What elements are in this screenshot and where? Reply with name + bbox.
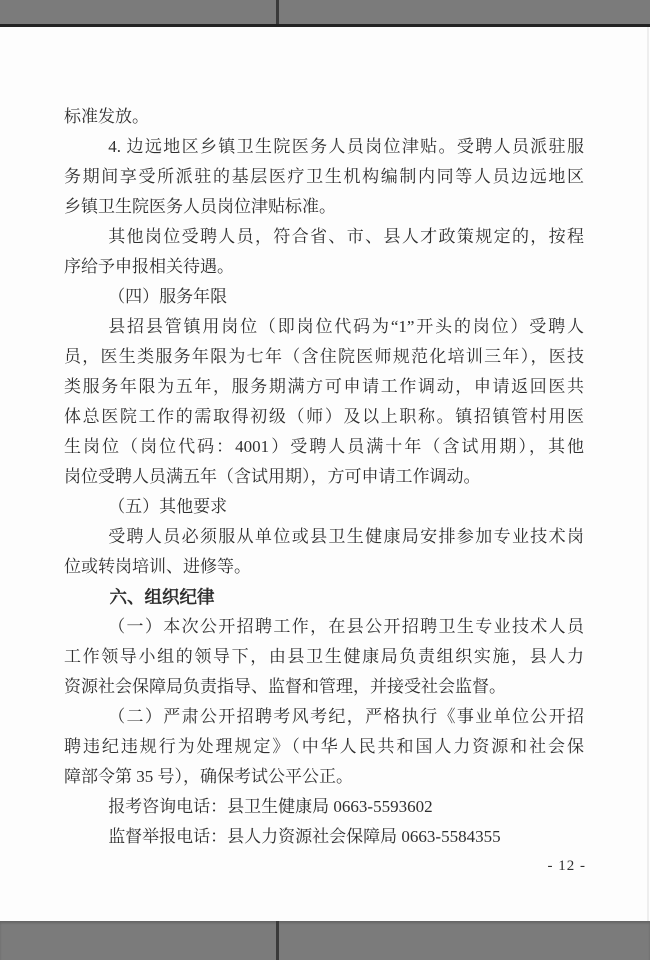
text-line: （五）其他要求 — [108, 497, 228, 516]
page-number: - 12 - — [547, 858, 586, 874]
scan-seam-bottom — [276, 921, 279, 960]
text-line: 监督举报电话：县人力资源社会保障局 0663-5584355 — [108, 827, 501, 846]
text-line: 其他岗位受聘人员，符合省、市、县人才政策规定的，按程 — [108, 227, 584, 246]
scanner-background-top — [0, 0, 650, 27]
text-line: 资源社会保障局负责指导、监督和管理，并接受社会监督。 — [64, 677, 506, 696]
scanner-background-bottom — [0, 921, 650, 960]
document-body — [64, 102, 584, 852]
text-line: 生岗位（岗位代码：4001）受聘人员满十年（含试用期），其他 — [64, 437, 584, 456]
page-edge-shadow — [647, 27, 649, 921]
text-line: 县招县管镇用岗位（即岗位代码为“1”开头的岗位）受聘人 — [108, 317, 584, 336]
text-line: 岗位受聘人员满五年（含试用期），方可申请工作调动。 — [64, 467, 481, 486]
text-line: 聘违纪违规行为处理规定》（中华人民共和国人力资源和社会保 — [64, 737, 584, 756]
document-page — [0, 27, 650, 921]
text-line: 员，医生类服务年限为七年（含住院医师规范化培训三年），医技 — [64, 347, 584, 366]
text-line: 障部令第 35 号），确保考试公平公正。 — [64, 767, 353, 786]
text-line: 序给予申报相关待遇。 — [64, 257, 234, 276]
text-line: （一）本次公开招聘工作，在县公开招聘卫生专业技术人员 — [108, 617, 584, 636]
text-line: 类服务年限为五年，服务期满方可申请工作调动，申请返回医共 — [64, 377, 584, 396]
text-line: 4. 边远地区乡镇卫生院医务人员岗位津贴。受聘人员派驻服 — [108, 137, 584, 156]
text-line: 体总医院工作的需取得初级（师）及以上职称。镇招镇管村用医 — [64, 407, 584, 426]
text-line: 受聘人员必须服从单位或县卫生健康局安排参加专业技术岗 — [108, 527, 584, 546]
text-line: （二）严肃公开招聘考风考纪，严格执行《事业单位公开招 — [108, 707, 584, 726]
text-line: 标准发放。 — [64, 107, 149, 126]
text-line: 报考咨询电话：县卫生健康局 0663-5593602 — [108, 797, 433, 816]
text-line: （四）服务年限 — [108, 287, 228, 306]
scan-seam-top — [276, 0, 279, 24]
text-line: 务期间享受所派驻的基层医疗卫生机构编制内同等人员边远地区 — [64, 167, 584, 186]
section-heading: 六、组织纪律 — [109, 587, 215, 607]
text-line: 乡镇卫生院医务人员岗位津贴标准。 — [64, 197, 336, 216]
text-line: 工作领导小组的领导下，由县卫生健康局负责组织实施，县人力 — [64, 647, 584, 666]
text-line: 位或转岗培训、进修等。 — [64, 557, 251, 576]
